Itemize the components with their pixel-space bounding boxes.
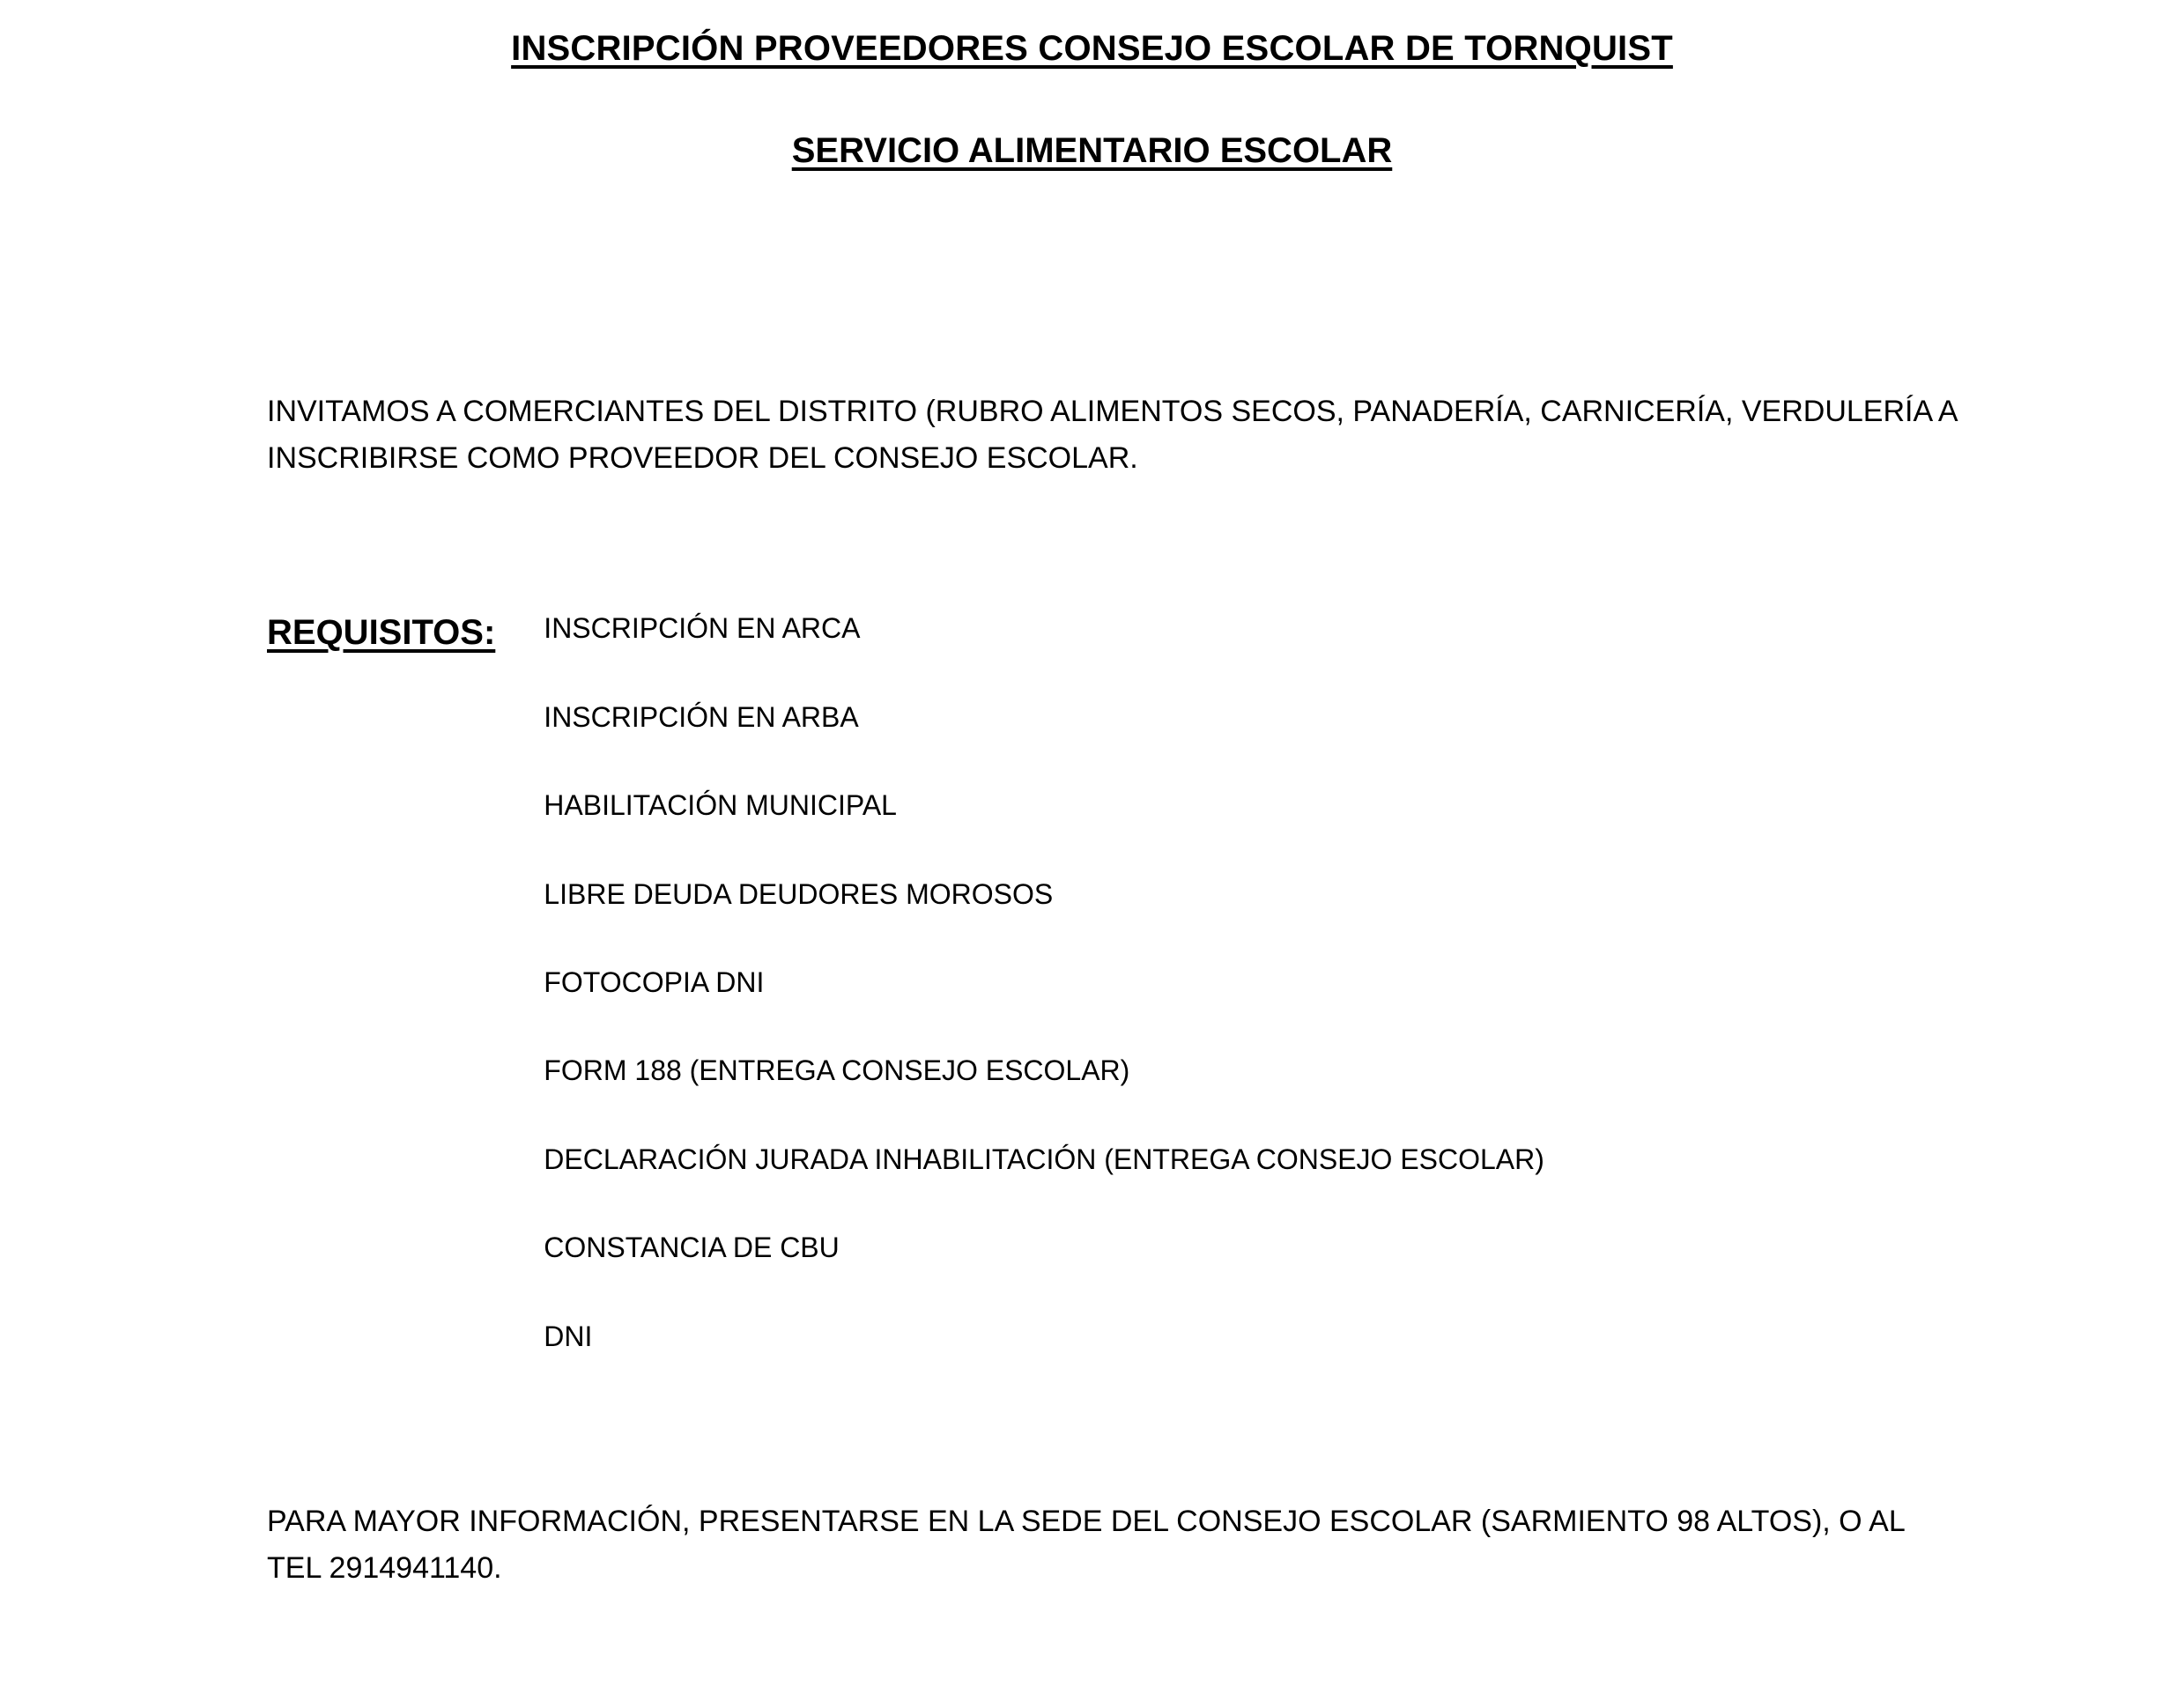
page-title: INSCRIPCIÓN PROVEEDORES CONSEJO ESCOLAR DE TORNQUIST (511, 29, 1673, 68)
list-item: FOTOCOPIA DNI (544, 965, 765, 998)
list-item: HABILITACIÓN MUNICIPAL (544, 789, 897, 822)
list-item: FORM 188 (ENTREGA CONSEJO ESCOLAR) (544, 1054, 1130, 1087)
list-item: INSCRIPCIÓN EN ARBA (544, 700, 859, 733)
requirements-label: REQUISITOS: (267, 613, 496, 653)
intro-paragraph: INVITAMOS A COMERCIANTES DEL DISTRITO (RUBRO ALIMENTOS SECOS, PANADERÍA, CARNICERÍA, VERDULERÍA A INSCRIBIRSE COMO PROVEEDOR DEL CONSEJO ESCOLAR. (267, 395, 1957, 475)
requirements-list (544, 611, 2184, 1353)
intro-block (0, 388, 2184, 481)
page-subtitle: SERVICIO ALIMENTARIO ESCOLAR (791, 131, 1393, 170)
list-item: CONSTANCIA DE CBU (544, 1232, 840, 1264)
title-block (0, 0, 2184, 70)
list-item: LIBRE DEUDA DEUDORES MOROSOS (544, 877, 1054, 910)
list-item: DNI (544, 1320, 593, 1352)
footer-paragraph: PARA MAYOR INFORMACIÓN, PRESENTARSE EN LA SEDE DEL CONSEJO ESCOLAR (SARMIENTO 98 ALTOS), O AL TEL 2914941140. (267, 1504, 1905, 1585)
footer-block (0, 1498, 2184, 1591)
list-item: DECLARACIÓN JURADA INHABILITACIÓN (ENTREGA CONSEJO ESCOLAR) (544, 1143, 1544, 1175)
subtitle-block (0, 129, 2184, 173)
requirements-section (0, 611, 2184, 1353)
list-item: INSCRIPCIÓN EN ARCA (544, 612, 861, 645)
